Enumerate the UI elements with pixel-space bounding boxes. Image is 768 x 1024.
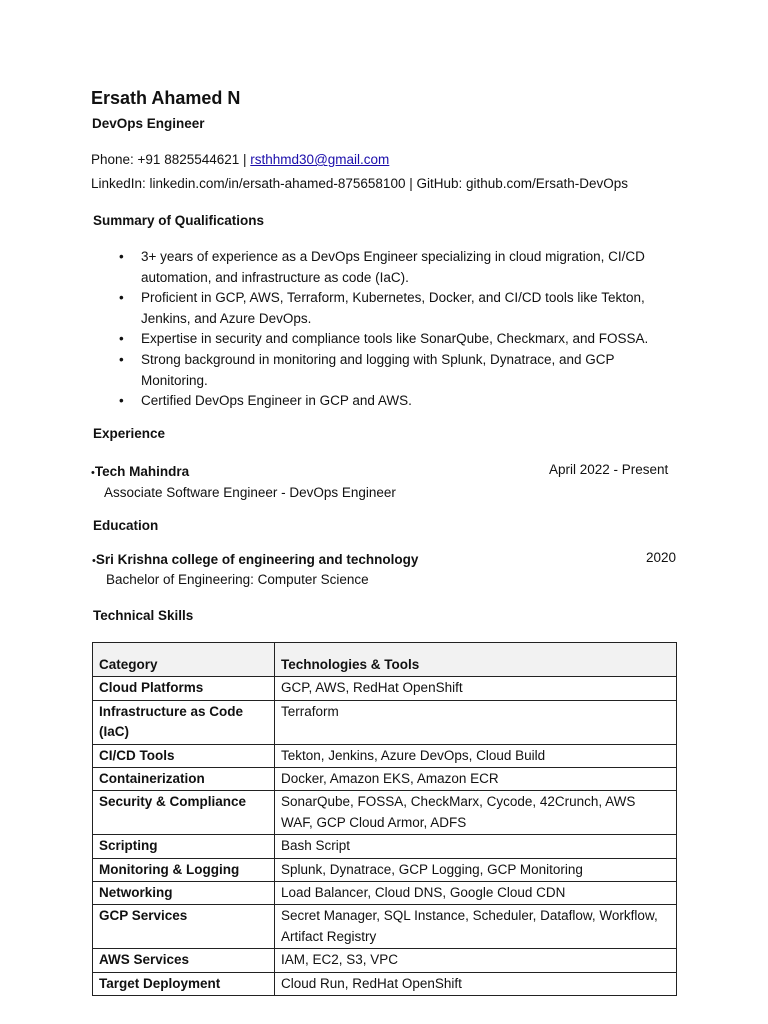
column-header-tools: Technologies & Tools	[275, 643, 677, 677]
skill-category: Containerization	[93, 768, 275, 791]
list-item: • Expertise in security and compliance tools like SonarQube, Checkmarx, and FOSSA.	[119, 329, 679, 350]
skill-category: Scripting	[93, 835, 275, 858]
skill-tools: Splunk, Dynatrace, GCP Logging, GCP Monitoring	[275, 858, 677, 881]
job-title: DevOps Engineer	[92, 116, 205, 131]
table-row	[93, 882, 677, 905]
candidate-name: Ersath Ahamed N	[91, 88, 241, 108]
institution-name: Sri Krishna college of engineering and technology	[95, 552, 419, 567]
table-row	[93, 905, 677, 949]
skill-tools: Load Balancer, Cloud DNS, Google Cloud CDN	[275, 882, 677, 905]
education-heading: Education	[93, 518, 159, 533]
bullet-icon: •	[92, 555, 96, 567]
table-row	[93, 791, 677, 835]
experience-entry	[91, 463, 189, 481]
degree-text: Bachelor of Engineering: Computer Science	[106, 572, 369, 587]
list-item: • Certified DevOps Engineer in GCP and AWS.	[119, 391, 679, 412]
skill-category: CI/CD Tools	[93, 744, 275, 767]
skill-category: Target Deployment	[93, 972, 275, 995]
skill-tools: SonarQube, FOSSA, CheckMarx, Cycode, 42Crunch, AWS WAF, GCP Cloud Armor, ADFS	[275, 791, 677, 835]
table-row	[93, 949, 677, 972]
skills-heading: Technical Skills	[93, 608, 194, 623]
bullet-icon: •	[91, 467, 95, 479]
skill-tools: Tekton, Jenkins, Azure DevOps, Cloud Build	[275, 744, 677, 767]
skill-category: Cloud Platforms	[93, 677, 275, 700]
table-row	[93, 768, 677, 791]
links-line: LinkedIn: linkedin.com/in/ersath-ahamed-875658100 | GitHub: github.com/Ersath-DevOps	[91, 176, 629, 191]
skill-category: GCP Services	[93, 905, 275, 949]
education-entry	[92, 551, 418, 569]
skill-category: AWS Services	[93, 949, 275, 972]
summary-list	[119, 247, 679, 412]
skill-tools: Terraform	[275, 700, 677, 744]
position-title: Associate Software Engineer - DevOps Engineer	[104, 485, 396, 500]
table-header-row	[93, 643, 677, 677]
list-item: • Strong background in monitoring and logging with Splunk, Dynatrace, and GCP Monitoring.	[119, 350, 679, 391]
column-header-category: Category	[93, 643, 275, 677]
summary-heading: Summary of Qualifications	[93, 213, 265, 228]
graduation-year: 2020	[646, 550, 677, 565]
skills-table	[92, 642, 677, 996]
table-row	[93, 700, 677, 744]
experience-heading: Experience	[93, 426, 166, 441]
skill-tools: Bash Script	[275, 835, 677, 858]
skill-tools: IAM, EC2, S3, VPC	[275, 949, 677, 972]
table-row	[93, 677, 677, 700]
skill-tools: GCP, AWS, RedHat OpenShift	[275, 677, 677, 700]
skill-category: Infrastructure as Code (IaC)	[93, 700, 275, 744]
table-row	[93, 744, 677, 767]
skill-category: Networking	[93, 882, 275, 905]
table-row	[93, 858, 677, 881]
table-row	[93, 835, 677, 858]
table-row	[93, 972, 677, 995]
experience-dates: April 2022 - Present	[549, 462, 669, 477]
skill-category: Security & Compliance	[93, 791, 275, 835]
contact-line	[91, 152, 389, 167]
skill-tools: Secret Manager, SQL Instance, Scheduler, Dataflow, Workflow, Artifact Registry	[275, 905, 677, 949]
company-name: Tech Mahindra	[94, 464, 190, 479]
email-link[interactable]: rsthhmd30@gmail.com	[250, 152, 390, 167]
skill-category: Monitoring & Logging	[93, 858, 275, 881]
skill-tools: Cloud Run, RedHat OpenShift	[275, 972, 677, 995]
skill-tools: Docker, Amazon EKS, Amazon ECR	[275, 768, 677, 791]
list-item: • Proficient in GCP, AWS, Terraform, Kubernetes, Docker, and CI/CD tools like Tekton, Jenkins, and Azure DevOps.	[119, 288, 679, 329]
list-item: • 3+ years of experience as a DevOps Engineer specializing in cloud migration, CI/CD automation, and infrastructure as code (IaC).	[119, 247, 679, 288]
phone-text: Phone: +91 8825544621 |	[91, 152, 251, 167]
